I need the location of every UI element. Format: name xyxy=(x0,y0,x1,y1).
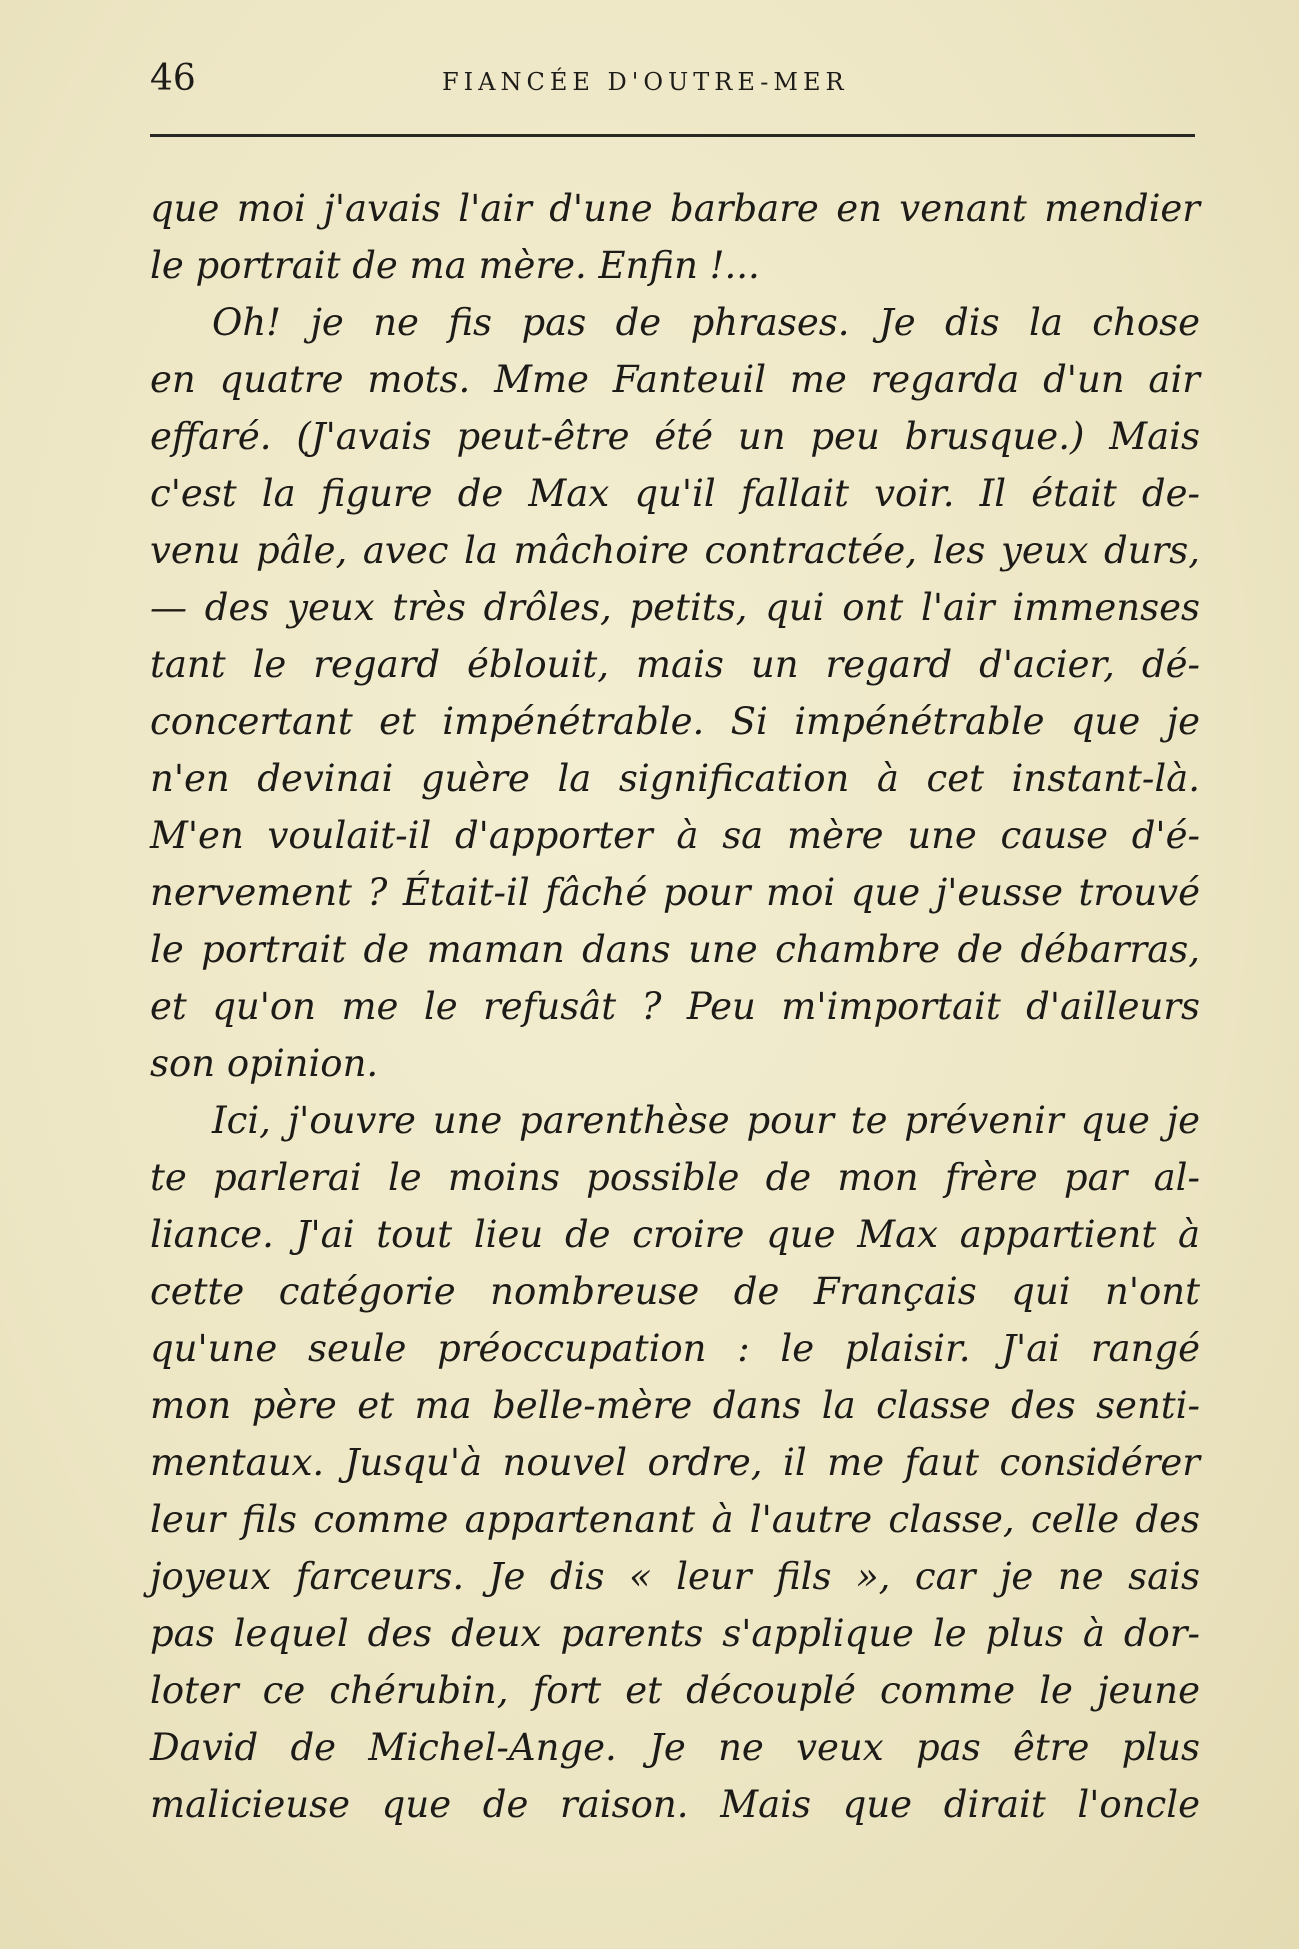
text-line: M'en voulait-il d'apporter à sa mère une cause d'é- xyxy=(150,814,1200,857)
text-line: mon père et ma belle-mère dans la classe des senti- xyxy=(150,1384,1200,1427)
page-number: 46 xyxy=(150,58,196,99)
text-line: Ici, j'ouvre une parenthèse pour te prévenir que je xyxy=(212,1099,1200,1142)
text-line: liance. J'ai tout lieu de croire que Max appartient à xyxy=(150,1213,1200,1256)
page-header xyxy=(150,58,1195,108)
text-line: concertant et impénétrable. Si impénétrable que je xyxy=(150,700,1200,743)
text-line: en quatre mots. Mme Fanteuil me regarda d'un air xyxy=(150,358,1200,401)
text-line: c'est la figure de Max qu'il fallait voir. Il était de- xyxy=(150,472,1200,515)
text-line: mentaux. Jusqu'à nouvel ordre, il me faut considérer xyxy=(150,1441,1200,1484)
text-line: et qu'on me le refusât ? Peu m'importait d'ailleurs xyxy=(150,985,1200,1028)
text-line: cette catégorie nombreuse de Français qui n'ont xyxy=(150,1270,1200,1313)
text-line: le portrait de maman dans une chambre de débarras, xyxy=(150,928,1200,971)
text-line: te parlerai le moins possible de mon frère par al- xyxy=(150,1156,1200,1199)
text-line: loter ce chérubin, fort et découplé comme le jeune xyxy=(150,1669,1200,1712)
header-rule xyxy=(150,134,1195,137)
text-line: effaré. (J'avais peut-être été un peu brusque.) Mais xyxy=(150,415,1200,458)
text-line: pas lequel des deux parents s'applique le plus à dor- xyxy=(150,1612,1200,1655)
body-text xyxy=(150,180,1200,1833)
text-line: tant le regard éblouit, mais un regard d'acier, dé- xyxy=(150,643,1200,686)
text-line: Oh! je ne fis pas de phrases. Je dis la chose xyxy=(212,301,1200,344)
running-title: FIANCÉE D'OUTRE-MER xyxy=(442,68,849,96)
text-line: qu'une seule préoccupation : le plaisir. J'ai rangé xyxy=(150,1327,1200,1370)
text-line: — des yeux très drôles, petits, qui ont l'air immenses xyxy=(150,586,1200,629)
text-line: son opinion. xyxy=(150,1042,379,1085)
text-line: David de Michel-Ange. Je ne veux pas être plus xyxy=(150,1726,1200,1769)
text-line: malicieuse que de raison. Mais que dirait l'oncle xyxy=(150,1783,1200,1826)
text-line: joyeux farceurs. Je dis « leur fils », car je ne sais xyxy=(150,1555,1200,1598)
text-line: nervement ? Était-il fâché pour moi que j'eusse trouvé xyxy=(150,871,1200,914)
text-line: le portrait de ma mère. Enfin !... xyxy=(150,244,760,287)
text-line: leur fils comme appartenant à l'autre classe, celle des xyxy=(150,1498,1200,1541)
text-line: n'en devinai guère la signification à cet instant-là. xyxy=(150,757,1200,800)
text-line: que moi j'avais l'air d'une barbare en venant mendier xyxy=(150,187,1200,230)
text-line: venu pâle, avec la mâchoire contractée, les yeux durs, xyxy=(150,529,1200,572)
